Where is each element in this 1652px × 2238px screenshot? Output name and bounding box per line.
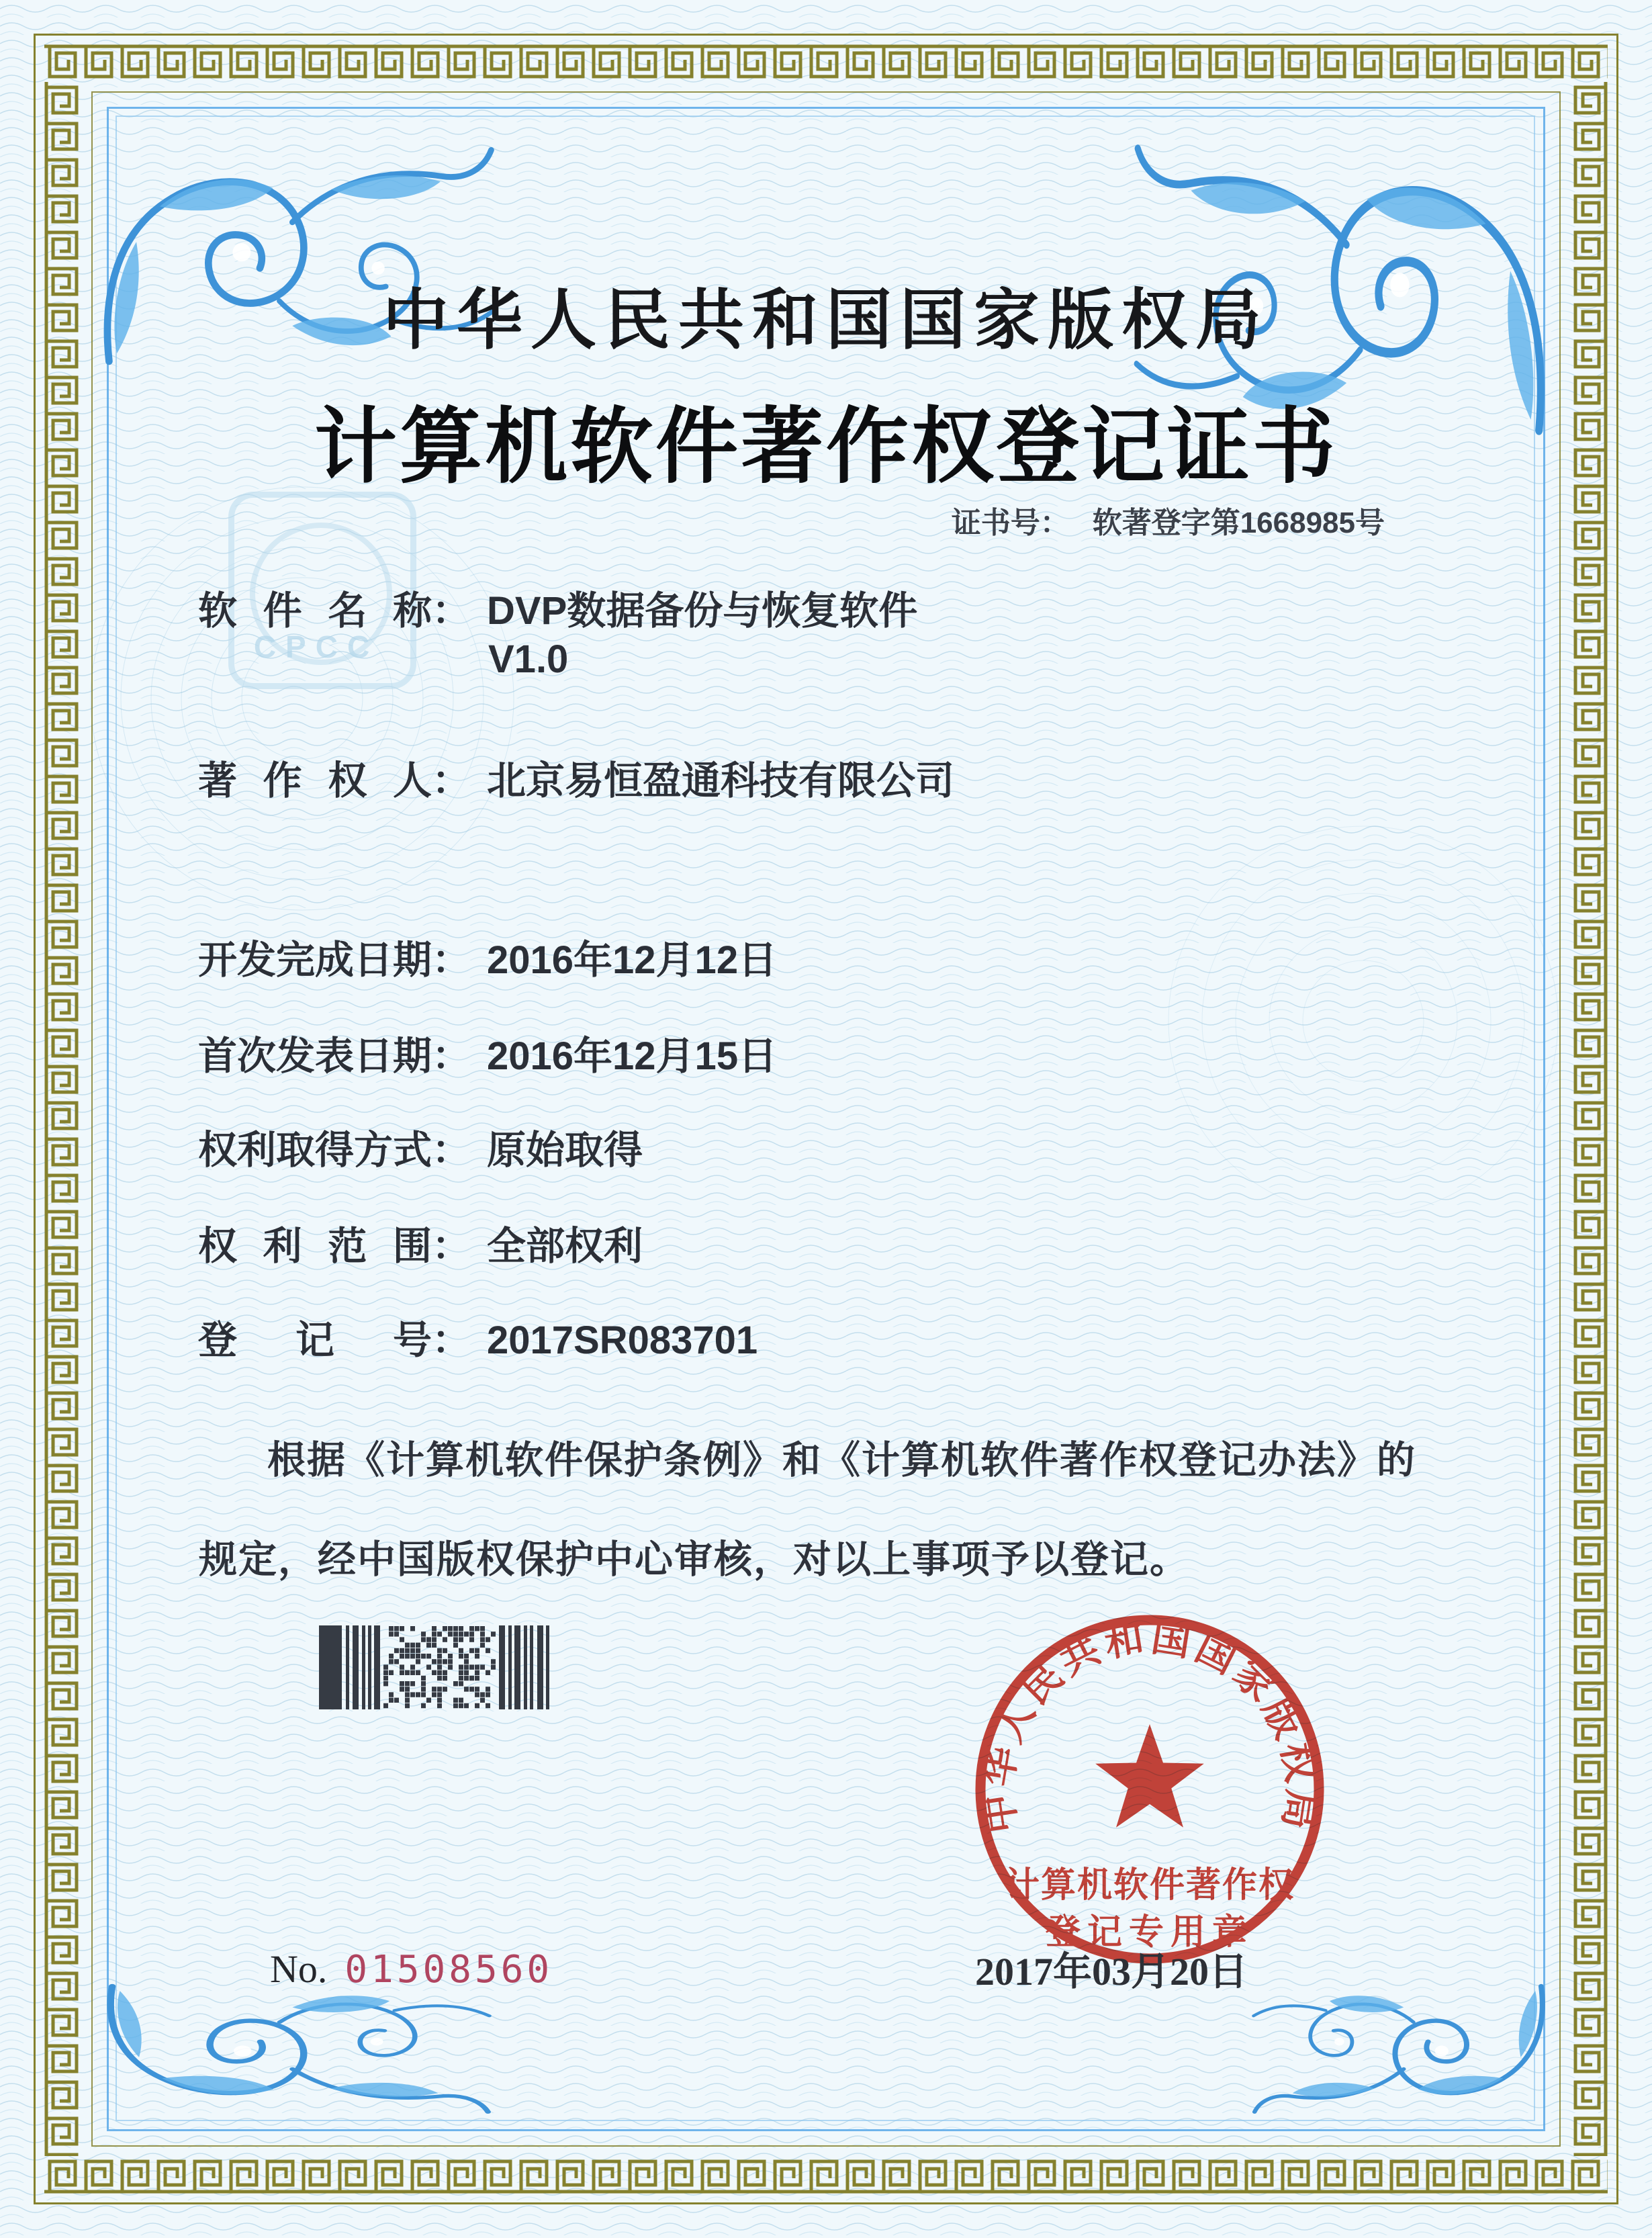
star-icon (1095, 1724, 1204, 1828)
official-seal (968, 1607, 1331, 1973)
field-label: 权利取得方式 (198, 1128, 432, 1172)
colon: ： (432, 759, 471, 803)
certificate-number-line (952, 498, 1385, 541)
certificate-title: 计算机软件著作权登记证书 (314, 401, 1338, 493)
field-value: 北京易恒盈通科技有限公司 (487, 759, 955, 803)
colon: ： (432, 938, 471, 982)
serial-number-line (270, 1946, 553, 1991)
colon: ： (432, 589, 471, 633)
field-label: 登记号 (198, 1318, 432, 1362)
field-row-rights-scope (198, 1214, 643, 1271)
field-value: DVP数据备份与恢复软件 (487, 589, 918, 633)
serial-number-value: 01508560 (345, 1948, 553, 1991)
statement-line-2: 规定，经中国版权保护中心审核，对以上事项予以登记。 (199, 1539, 1189, 1581)
greek-key-border-top (44, 44, 1608, 82)
seal-caption-line-1: 计算机软件著作权 (1004, 1866, 1295, 1905)
field-label: 著作权人 (198, 759, 432, 803)
field-row-registration-number (198, 1308, 758, 1365)
field-label: 权利范围 (198, 1224, 432, 1268)
field-row-first-publication-date (198, 1024, 777, 1081)
embossed-stamp-text: CPCC (253, 629, 379, 664)
field-label: 开发完成日期 (198, 938, 432, 982)
seal-caption-line-2: 登记专用章 (1045, 1913, 1254, 1952)
field-value: 2016年12月12日 (487, 938, 778, 982)
statement-line-1: 根据《计算机软件保护条例》和《计算机软件著作权登记办法》的 (267, 1439, 1416, 1482)
colon: ： (432, 1224, 471, 1268)
issue-date: 2017年03月20日 (975, 1950, 1248, 1994)
greek-key-border-bottom (44, 2156, 1608, 2194)
authority-title: 中华人民共和国国家版权局 (382, 285, 1269, 357)
field-value: 原始取得 (487, 1128, 643, 1172)
field-row-completion-date (198, 928, 777, 985)
certificate-number-value: 软著登字第1668985号 (1092, 506, 1385, 539)
field-value: 2017SR083701 (487, 1318, 758, 1362)
certificate-number-label: 证书号： (951, 506, 1070, 539)
serial-number-label: No. (270, 1947, 328, 1991)
field-row-copyright-owner (198, 749, 954, 805)
field-row-software-name (198, 579, 917, 635)
field-value: 2016年12月15日 (487, 1034, 778, 1078)
colon: ： (432, 1034, 471, 1078)
field-label: 软件名称 (198, 589, 432, 633)
software-version: V1.0 (488, 637, 569, 681)
colon: ： (432, 1318, 471, 1362)
pdf417-barcode (319, 1625, 551, 1709)
colon: ： (432, 1128, 471, 1172)
seal-ring-text: 中华人民共和国国家版权局 (976, 1615, 1324, 1836)
field-row-rights-acquisition (198, 1118, 643, 1175)
field-label: 首次发表日期 (198, 1034, 432, 1078)
field-value: 全部权利 (487, 1224, 643, 1268)
